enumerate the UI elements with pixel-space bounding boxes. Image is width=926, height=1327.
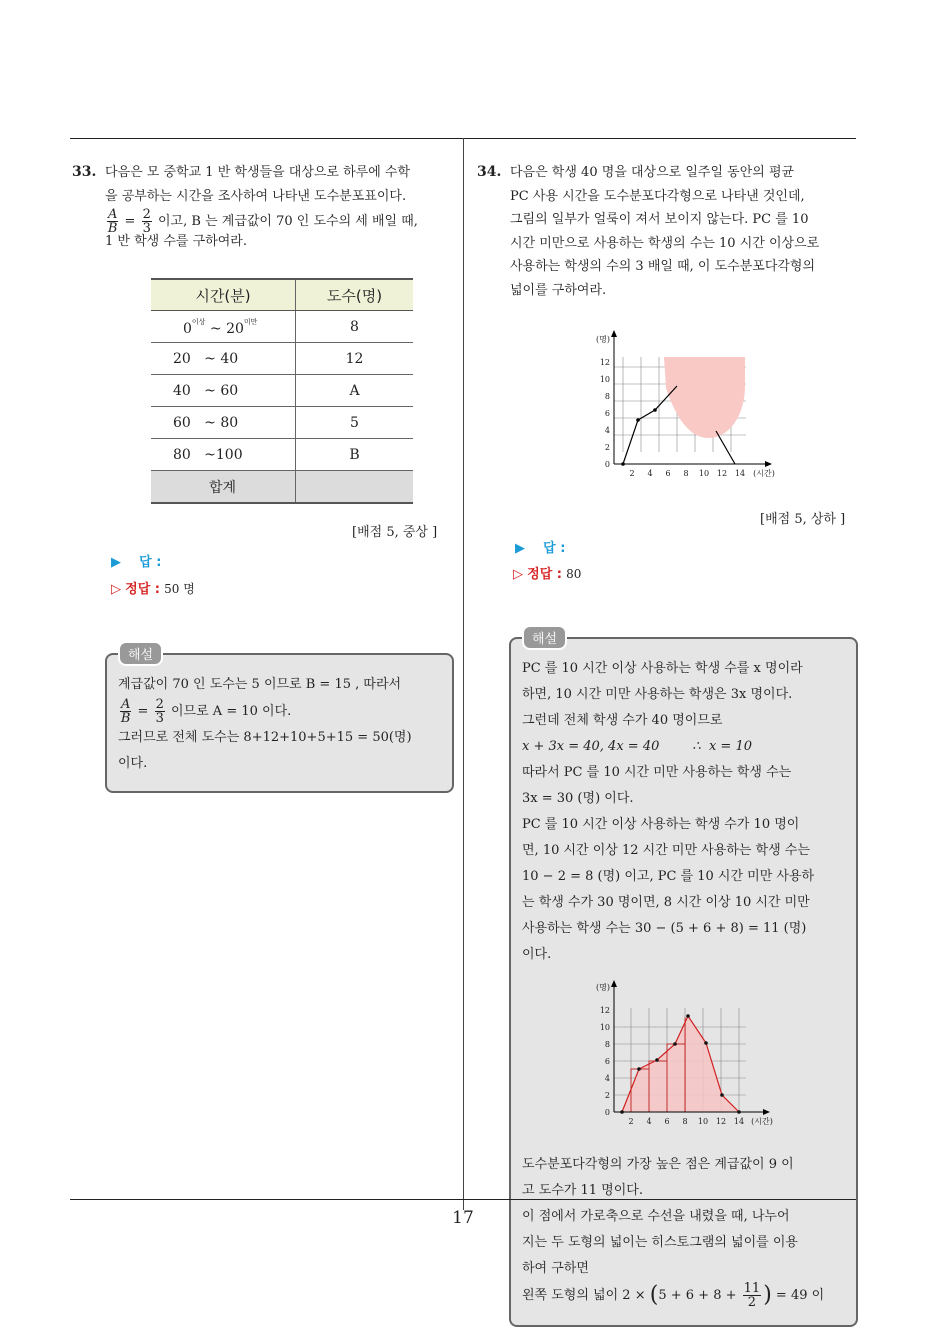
table-row — [151, 375, 413, 407]
explanation-line: 지는 두 도형의 넓이는 히스토그램의 넓이를 이용 — [522, 1230, 852, 1256]
correct-answer-value: 80 — [566, 567, 581, 581]
question-line: 을 공부하는 시간을 조사하여 나타낸 도수분포표이다. — [105, 185, 460, 209]
svg-text:12: 12 — [600, 1006, 610, 1015]
stain-blot — [664, 357, 745, 438]
answer-row — [111, 551, 161, 570]
polygon-fill — [622, 1016, 739, 1112]
header-count: 도수(명) — [296, 279, 414, 311]
correct-answer-row — [111, 578, 195, 597]
column-divider — [463, 138, 464, 1210]
svg-text:8: 8 — [605, 1040, 610, 1049]
svg-text:10: 10 — [699, 469, 709, 478]
x-tick-labels — [628, 1116, 772, 1126]
frequency-table — [151, 278, 413, 504]
polygon-line-right — [716, 431, 735, 464]
count-cell: 8 — [296, 311, 414, 343]
table-row — [151, 343, 413, 375]
question-34 — [510, 161, 860, 302]
range-cell: $0^{이상}$ ~ $20^{미만}$ — [151, 311, 296, 343]
fraction-a-over-b: $\frac{A}{B}$ — [107, 208, 118, 235]
explanation-line: 는 학생 수가 30 명이면, 8 시간 이상 10 시간 미만 — [522, 890, 852, 916]
table-header-row — [151, 279, 413, 311]
explanation-line: 면, 10 시간 이상 12 시간 미만 사용하는 학생 수는 — [522, 838, 852, 864]
total-label: 합계 — [151, 471, 296, 504]
fraction-a-over-b: $\frac{A}{B}$ — [120, 698, 131, 725]
fraction-two-thirds: $\frac{2}{3}$ — [142, 208, 152, 235]
correct-answer-value: 50 명 — [164, 582, 195, 596]
svg-text:(명): (명) — [596, 334, 610, 344]
svg-text:8: 8 — [605, 392, 610, 401]
table-row — [151, 311, 413, 343]
svg-text:8: 8 — [682, 1117, 687, 1126]
answer-row — [515, 537, 565, 556]
explanation-line: PC 를 10 시간 이상 사용하는 학생 수가 10 명이 — [522, 812, 852, 838]
explanation-line: x + 3x = 40, 4x = 40 ∴ x = 10 — [522, 734, 852, 760]
question-line: $\frac{A}{B}$ = $\frac{2}{3}$ 이고, B 는 계급값이 70 인 도수의 세 배일 때, — [105, 208, 460, 235]
answer-label: 답 : — [139, 555, 161, 570]
explanation-line: 계급값이 70 인 도수는 5 이므로 B = 15 , 따라서 — [118, 672, 448, 698]
svg-text:14: 14 — [734, 1117, 744, 1126]
svg-text:2: 2 — [605, 1091, 610, 1100]
question-line: 넓이를 구하여라. — [510, 279, 860, 303]
explanation-line: 고 도수가 11 명이다. — [522, 1178, 852, 1204]
svg-text:6: 6 — [665, 469, 670, 478]
explanation-line: $\frac{A}{B}$ = $\frac{2}{3}$ 이므로 A = 10 이다. — [118, 698, 448, 725]
header-time: 시간(분) — [151, 279, 296, 311]
triangle-outline-icon: ▷ — [111, 582, 121, 597]
svg-text:12: 12 — [716, 1117, 726, 1126]
svg-text:2: 2 — [629, 469, 634, 478]
svg-text:12: 12 — [600, 358, 610, 367]
score-label: [배점 5, 상하 ] — [760, 508, 845, 527]
correct-answer-label: 정답 : — [125, 582, 160, 597]
svg-text:14: 14 — [735, 469, 745, 478]
svg-text:(명): (명) — [596, 982, 610, 992]
svg-text:10: 10 — [600, 1023, 610, 1032]
explanation-line: 사용하는 학생 수는 30 − (5 + 6 + 8) = 11 (명) — [522, 916, 852, 942]
explanation-text — [522, 656, 852, 968]
svg-text:2: 2 — [605, 443, 610, 452]
svg-text:4: 4 — [605, 1074, 610, 1083]
question-line: 다음은 학생 40 명을 대상으로 일주일 동안의 평균 — [510, 161, 860, 185]
svg-text:0: 0 — [605, 460, 610, 469]
explanation-line: 이다. — [522, 942, 852, 968]
svg-text:2: 2 — [628, 1117, 633, 1126]
y-tick-labels — [596, 982, 610, 1117]
explanation-line: 왼쪽 도형의 넓이 2 × (5 + 6 + 8 + $\frac{11}{2}$ ) = 49 이 — [522, 1282, 852, 1309]
bottom-rule — [70, 1199, 856, 1200]
question-line: 그림의 일부가 얼룩이 져서 보이지 않는다. PC 를 10 — [510, 208, 860, 232]
explanation-tag: 해설 — [118, 641, 163, 666]
explanation-line: 하여 구하면 — [522, 1256, 852, 1282]
count-cell: 5 — [296, 407, 414, 439]
histogram-polygon — [590, 976, 790, 1132]
score-label: [배점 5, 중상 ] — [352, 521, 437, 540]
question-line: 1 반 학생 수를 구하여라. — [105, 235, 460, 249]
svg-text:8: 8 — [683, 469, 688, 478]
x-axis-arrow — [763, 1109, 770, 1115]
explanation-tag: 해설 — [522, 625, 567, 650]
question-line: 사용하는 학생의 수의 3 배일 때, 이 도수분포다각형의 — [510, 255, 860, 279]
play-icon: ▶ — [515, 541, 525, 556]
explanation-line: 3x = 30 (명) 이다. — [522, 786, 852, 812]
range-cell: 60 ~ 80 — [151, 407, 296, 439]
range-cell: 80 ~100 — [151, 439, 296, 471]
explanation-line: PC 를 10 시간 이상 사용하는 학생 수를 x 명이라 — [522, 656, 852, 682]
correct-answer-label: 정답 : — [527, 567, 562, 582]
svg-text:10: 10 — [698, 1117, 708, 1126]
svg-text:4: 4 — [605, 426, 610, 435]
question-line: 시간 미만으로 사용하는 학생의 수는 10 시간 이상으로 — [510, 232, 860, 256]
range-cell: 20 ~ 40 — [151, 343, 296, 375]
range-cell: 40 ~ 60 — [151, 375, 296, 407]
question-line: PC 사용 시간을 도수분포다각형으로 나타낸 것인데, — [510, 185, 860, 209]
y-tick-labels — [596, 334, 610, 469]
fraction-two-thirds: $\frac{2}{3}$ — [155, 698, 165, 725]
y-axis-arrow — [611, 980, 617, 987]
question-line: 다음은 모 중학교 1 반 학생들을 대상으로 하루에 수학 — [105, 161, 460, 185]
explanation-line: 그러므로 전체 도수는 8+12+10+5+15 = 50(명) — [118, 725, 448, 751]
explanation-text — [118, 672, 448, 777]
explanation-line: 따라서 PC 를 10 시간 미만 사용하는 학생 수는 — [522, 760, 852, 786]
explanation-line: 하면, 10 시간 미만 사용하는 학생은 3x 명이다. — [522, 682, 852, 708]
correct-answer-row — [513, 563, 581, 582]
answer-label: 답 : — [543, 541, 565, 556]
y-axis-arrow — [611, 330, 617, 337]
question-number: 33. — [72, 161, 96, 185]
svg-text:6: 6 — [605, 409, 610, 418]
svg-text:6: 6 — [605, 1057, 610, 1066]
svg-text:10: 10 — [600, 375, 610, 384]
play-icon: ▶ — [111, 555, 121, 570]
explanation-line: 도수분포다각형의 가장 높은 점은 계급값이 9 이 — [522, 1152, 852, 1178]
explanation-line: 그런데 전체 학생 수가 40 명이므로 — [522, 708, 852, 734]
svg-text:12: 12 — [717, 469, 727, 478]
explanation-text-continued — [522, 1152, 852, 1309]
question-number: 34. — [477, 161, 501, 185]
table-row — [151, 407, 413, 439]
x-axis-arrow — [765, 461, 772, 467]
count-cell: A — [296, 375, 414, 407]
polygon-line-left — [623, 386, 677, 464]
svg-text:(시간): (시간) — [753, 468, 775, 478]
table-row — [151, 439, 413, 471]
count-cell: B — [296, 439, 414, 471]
x-tick-labels — [629, 468, 774, 478]
fraction-eleven-halves: $\frac{11}{2}$ — [743, 1282, 762, 1309]
svg-text:0: 0 — [605, 1108, 610, 1117]
frequency-polygon-stained — [588, 328, 788, 484]
svg-text:4: 4 — [647, 469, 652, 478]
polygon-points — [621, 408, 657, 466]
svg-text:6: 6 — [664, 1117, 669, 1126]
explanation-line: 10 − 2 = 8 (명) 이고, PC 를 10 시간 미만 사용하 — [522, 864, 852, 890]
explanation-line: 이 점에서 가로축으로 수선을 내렸을 때, 나누어 — [522, 1204, 852, 1230]
svg-text:(시간): (시간) — [751, 1116, 773, 1126]
triangle-outline-icon: ▷ — [513, 567, 523, 582]
explanation-line: 이다. — [118, 751, 448, 777]
page-number: 17 — [443, 1208, 483, 1228]
svg-text:4: 4 — [646, 1117, 651, 1126]
count-cell: 12 — [296, 343, 414, 375]
question-33 — [105, 161, 460, 249]
table-total-row — [151, 471, 413, 504]
total-value — [296, 471, 414, 504]
